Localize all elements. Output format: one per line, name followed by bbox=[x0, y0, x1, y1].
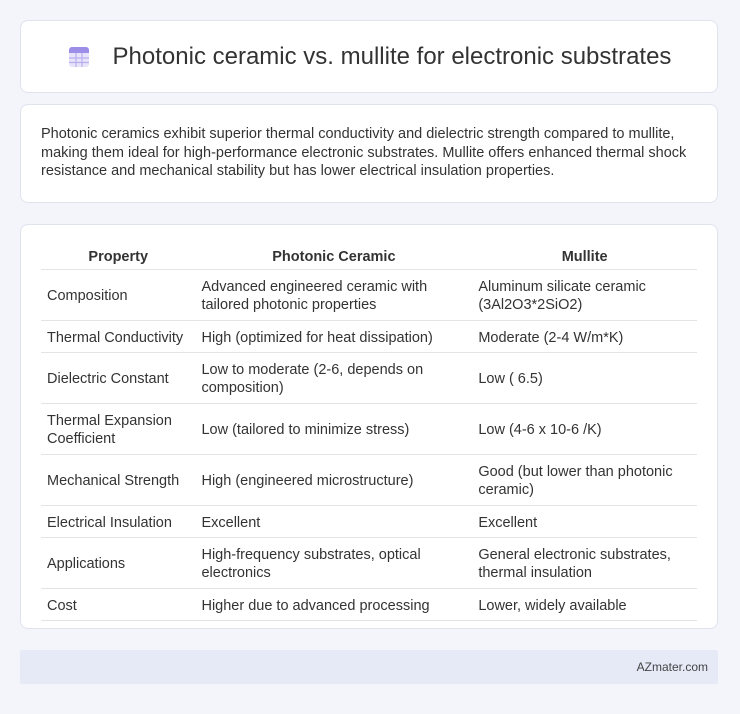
photonic-ceramic-cell: Low to moderate (2-6, depends on composition) bbox=[195, 353, 472, 404]
property-cell: Thermal Expansion Coefficient bbox=[41, 404, 195, 455]
table-row bbox=[41, 589, 697, 621]
table-header-row bbox=[41, 245, 697, 270]
table-row bbox=[41, 321, 697, 353]
page-title: Photonic ceramic vs. mullite for electronic substrates bbox=[112, 42, 672, 70]
photonic-ceramic-cell: High-frequency substrates, optical electronics bbox=[195, 538, 472, 589]
column-header-mullite: Mullite bbox=[472, 245, 697, 270]
table-row bbox=[41, 506, 697, 538]
property-cell: Cost bbox=[41, 589, 195, 621]
table-row bbox=[41, 455, 697, 506]
photonic-ceramic-cell: Excellent bbox=[195, 506, 472, 538]
footer-bar bbox=[20, 650, 718, 684]
mullite-cell: Good (but lower than photonic ceramic) bbox=[472, 455, 697, 506]
property-cell: Composition bbox=[41, 270, 195, 321]
comparison-table-card bbox=[20, 224, 718, 629]
table-row bbox=[41, 270, 697, 321]
property-cell: Applications bbox=[41, 538, 195, 589]
column-header-property: Property bbox=[41, 245, 195, 270]
table-row bbox=[41, 353, 697, 404]
property-cell: Thermal Conductivity bbox=[41, 321, 195, 353]
summary-card bbox=[20, 104, 718, 203]
photonic-ceramic-cell: High (engineered microstructure) bbox=[195, 455, 472, 506]
column-header-photonic-ceramic: Photonic Ceramic bbox=[195, 245, 472, 270]
mullite-cell: Lower, widely available bbox=[472, 589, 697, 621]
photonic-ceramic-cell: Low (tailored to minimize stress) bbox=[195, 404, 472, 455]
property-cell: Electrical Insulation bbox=[41, 506, 195, 538]
table-row bbox=[41, 538, 697, 589]
mullite-cell: Low (4-6 x 10-6 /K) bbox=[472, 404, 697, 455]
table-icon bbox=[67, 45, 91, 69]
title-card bbox=[20, 20, 718, 93]
property-cell: Dielectric Constant bbox=[41, 353, 195, 404]
property-cell: Mechanical Strength bbox=[41, 455, 195, 506]
summary-text: Photonic ceramics exhibit superior thermal conductivity and dielectric strength compared to mullite, making them ideal for high-performance electronic substrates. Mullite offers enhanced thermal shock resistance and mechanical stability but has lower electrical insulation properties. bbox=[41, 126, 687, 179]
table-row bbox=[41, 404, 697, 455]
mullite-cell: General electronic substrates, thermal insulation bbox=[472, 538, 697, 589]
footer-brand: AZmater.com bbox=[636, 660, 708, 674]
mullite-cell: Aluminum silicate ceramic (3Al2O3*2SiO2) bbox=[472, 270, 697, 321]
mullite-cell: Excellent bbox=[472, 506, 697, 538]
mullite-cell: Moderate (2-4 W/m*K) bbox=[472, 321, 697, 353]
mullite-cell: Low ( 6.5) bbox=[472, 353, 697, 404]
photonic-ceramic-cell: Advanced engineered ceramic with tailored photonic properties bbox=[195, 270, 472, 321]
comparison-table bbox=[41, 245, 697, 621]
photonic-ceramic-cell: High (optimized for heat dissipation) bbox=[195, 321, 472, 353]
photonic-ceramic-cell: Higher due to advanced processing bbox=[195, 589, 472, 621]
